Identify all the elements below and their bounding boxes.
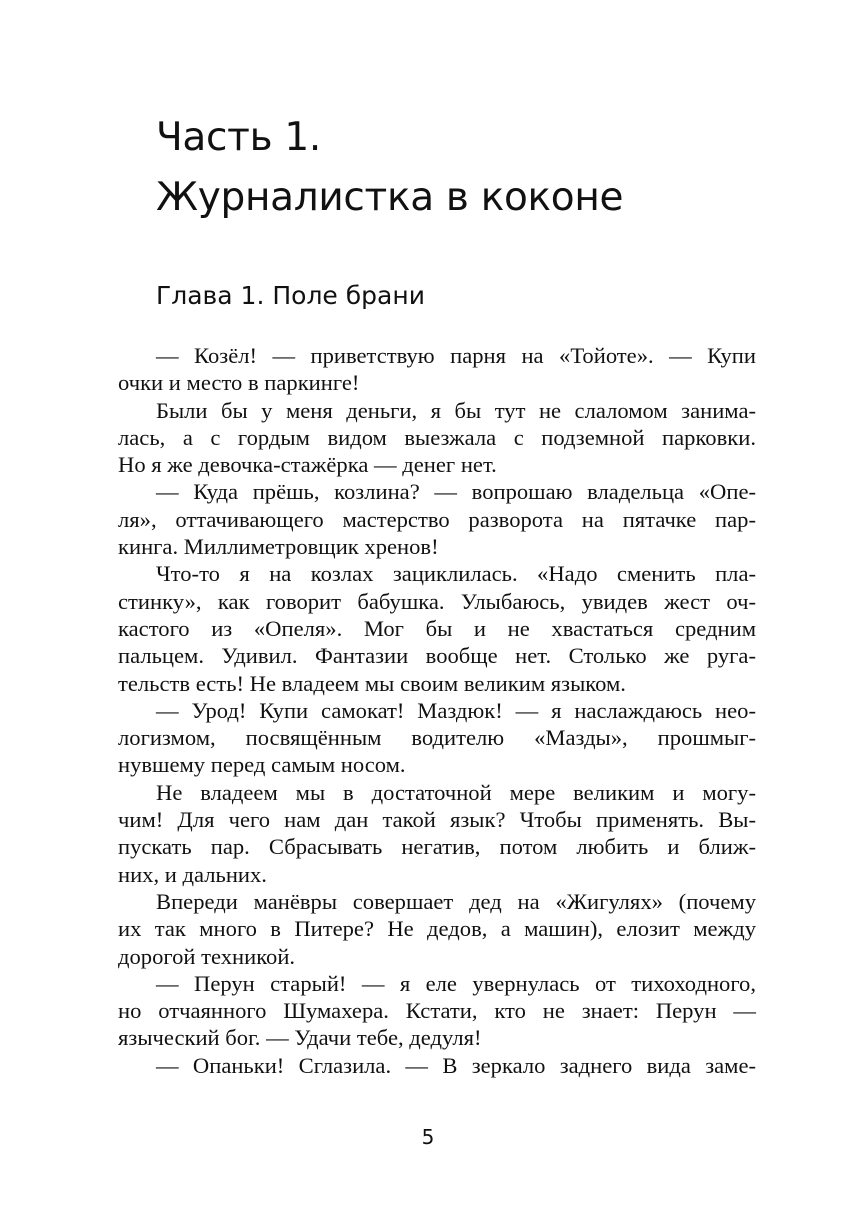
text-line: дорогой техникой. [118,943,296,969]
text-line: пальцем. Удивил. Фантазии вообще нет. Столько же руга- [118,643,756,669]
text-line: чим! Для чего нам дан такой язык? Чтобы применять. Вы- [118,807,756,833]
chapter-body [118,342,756,1079]
text-line: Не владеем мы в достаточной мере великим и могу- [156,779,756,805]
text-line: стинку», как говорит бабушка. Улыбаюсь, увидев жест оч- [118,588,756,614]
text-line: кастого из «Опеля». Мог бы и не хвастаться средним [118,615,756,641]
part-name: Журналистка в коконе [156,175,624,220]
text-line: тельств есть! Не владеем мы своим великим языком. [118,670,626,696]
text-line: их так много в Питере? Не дедов, а машин), елозит между [118,916,756,942]
text-line: Были бы у меня деньги, я бы тут не слаломом занима- [156,397,756,423]
text-line: очки и место в паркинге! [118,370,360,396]
text-line: лась, а с гордым видом выезжала с подземной парковки. [118,424,756,450]
text-line: — Перун старый! — я еле увернулась от тихоходного, [156,970,756,996]
text-line: языческий бог. — Удачи тебе, дедуля! [118,1025,482,1051]
text-line: но отчаянного Шумахера. Кстати, кто не знает: Перун — [118,998,756,1024]
part-title [156,108,776,228]
chapter-title: Глава 1. Поле брани [156,281,425,310]
text-line: Впереди манёвры совершает дед на «Жигулях» (почему [156,888,756,914]
part-number: Часть 1. [156,115,321,160]
page-number: 5 [421,1125,435,1149]
text-line: них, и дальних. [118,861,267,887]
text-line: логизмом, посвящённым водителю «Мазды», прошмыг- [118,725,756,751]
text-line: — Козёл! — приветствую парня на «Тойоте». — Купи [156,343,756,368]
text-line: ля», оттачивающего мастерство разворота на пятачке пар- [118,506,756,532]
text-line: кинга. Миллиметровщик хренов! [118,534,439,560]
text-line: Что-то я на козлах зациклилась. «Надо сменить пла- [156,561,756,587]
text-line: — Урод! Купи самокат! Маздюк! — я наслаждаюсь нео- [156,697,756,723]
text-line: нувшему перед самым носом. [118,752,406,778]
text-line: — Опаньки! Сглазила. — В зеркало заднего вида заме- [156,1052,756,1078]
text-line: — Куда прёшь, козлина? — вопрошаю владельца «Опе- [156,479,756,505]
text-line: пускать пар. Сбрасывать негатив, потом любить и ближ- [118,834,756,860]
text-line: Но я же девочка-стажёрка — денег нет. [118,452,497,478]
